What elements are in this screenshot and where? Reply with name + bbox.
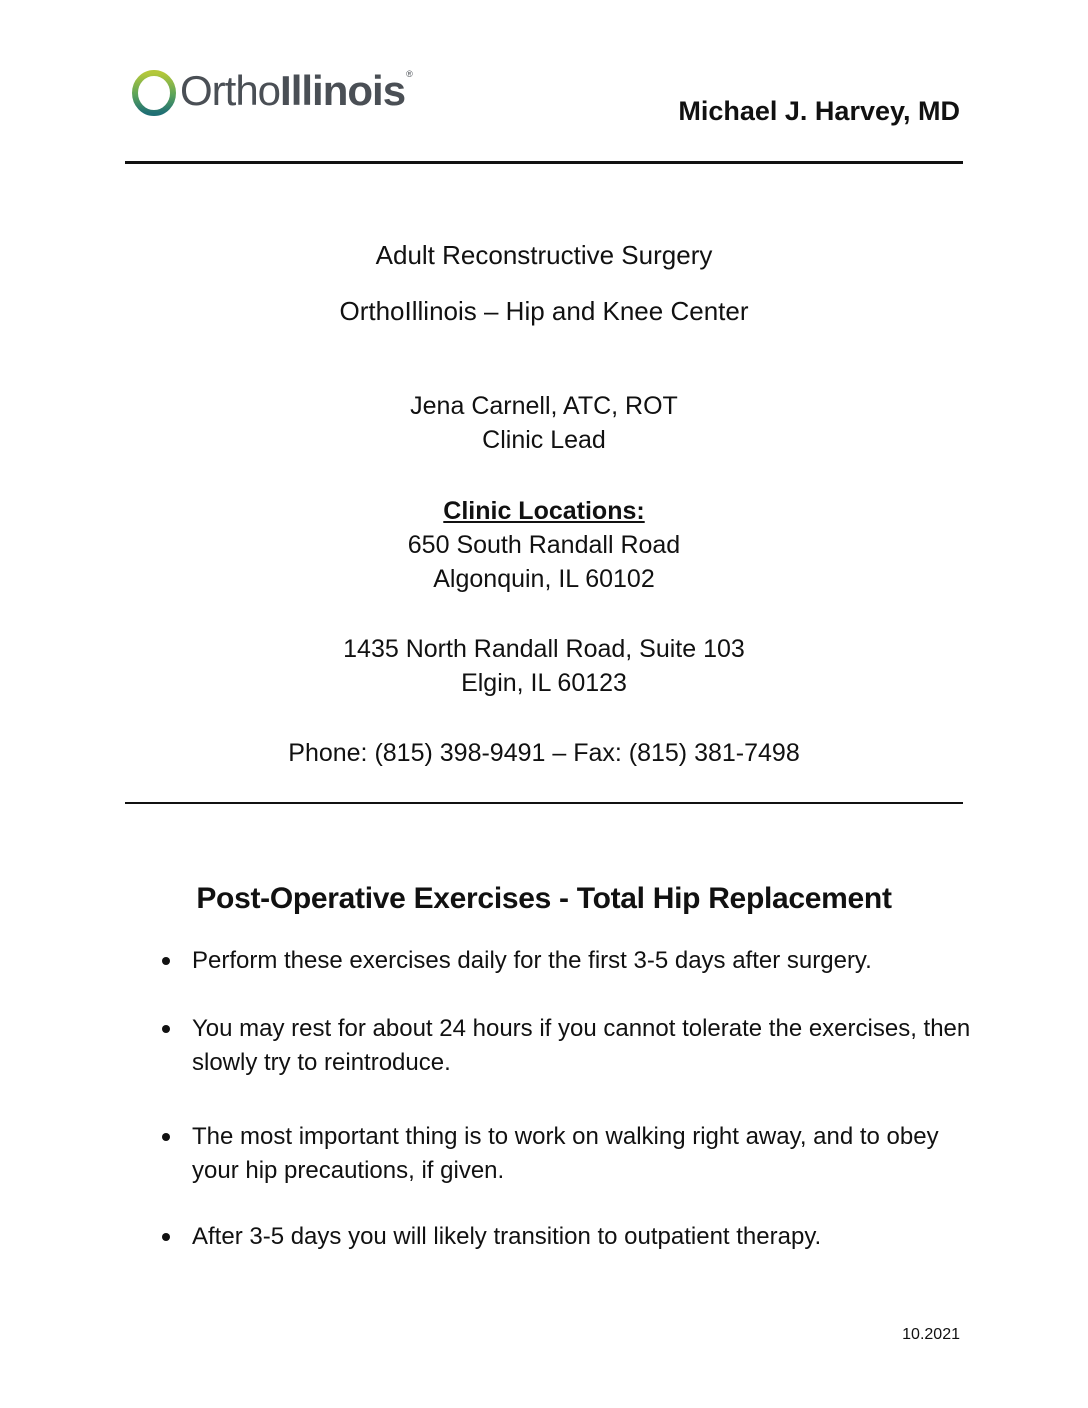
list-item (162, 1120, 972, 1188)
clinic-locations-heading: Clinic Locations: (443, 497, 645, 525)
location-2-block (125, 632, 963, 700)
clinic-locations-block (125, 494, 963, 596)
list-item (162, 1012, 972, 1080)
staff-name: Jena Carnell, ATC, ROT (410, 392, 678, 420)
location-2-city: Elgin, IL 60123 (461, 669, 627, 697)
staff-role: Clinic Lead (482, 426, 606, 454)
phone-fax-line: Phone: (815) 398-9491 – Fax: (815) 381-7498 (288, 739, 800, 767)
bullet-icon (162, 1025, 170, 1033)
list-item (162, 1220, 972, 1254)
logo-wordmark-ortho: Ortho (180, 67, 281, 114)
logo-wordmark-illinois: Illinois (280, 67, 406, 114)
section-title: Post-Operative Exercises - Total Hip Replacement (196, 882, 892, 915)
location-2-street: 1435 North Randall Road, Suite 103 (343, 635, 745, 663)
list-item-text: Perform these exercises daily for the first 3-5 days after surgery. (192, 947, 872, 974)
logo-wordmark (180, 67, 412, 114)
department-title: Adult Reconstructive Surgery (375, 240, 713, 270)
logo-ring-icon (130, 67, 178, 117)
list-item-text: After 3-5 days you will likely transition to outpatient therapy. (192, 1223, 822, 1250)
revision-date: 10.2021 (902, 1326, 960, 1343)
instructions-list (162, 944, 972, 1288)
bullet-icon (162, 957, 170, 965)
contact-block (125, 736, 963, 770)
list-item-text: You may rest for about 24 hours if you cannot tolerate the exercises, then slowly try to reintroduce. (192, 1015, 971, 1076)
center-name: OrthoIllinois – Hip and Knee Center (339, 296, 749, 326)
section-divider (125, 802, 963, 804)
bullet-icon (162, 1133, 170, 1141)
doctor-name: Michael J. Harvey, MD (678, 96, 960, 126)
logo-registered-mark: ® (406, 69, 412, 79)
department-block (125, 238, 963, 350)
orthoillinois-logo (130, 66, 412, 118)
bullet-icon (162, 1233, 170, 1241)
list-item (162, 944, 972, 978)
header-divider (125, 161, 963, 164)
location-1-street: 650 South Randall Road (407, 531, 681, 559)
staff-block (125, 389, 963, 457)
list-item-text: The most important thing is to work on walking right away, and to obey your hip precautions, if given. (192, 1123, 939, 1184)
location-1-city: Algonquin, IL 60102 (433, 565, 655, 593)
